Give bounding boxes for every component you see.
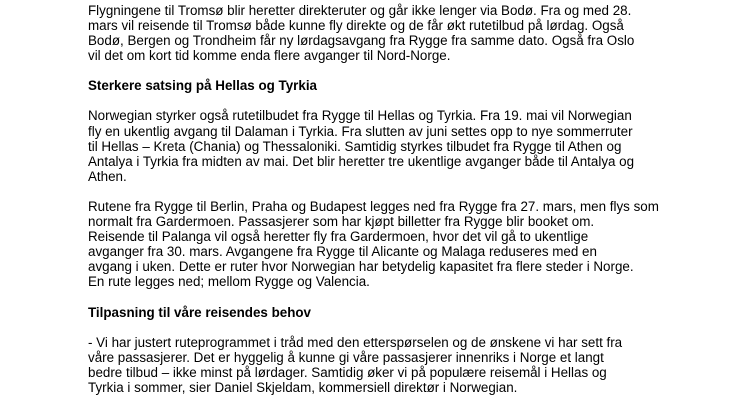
text-line: Flygningene til Tromsø blir heretter direkteruter og går ikke lenger via Bodø. Fra og med 28. [88,3,632,18]
text-line: avgang i uken. Dette er ruter hvor Norwegian har betydelig kapasitet fra flere steder i Norge. [88,259,634,275]
text-line: Reisende til Palanga vil også heretter fly fra Gardermoen, hvor det vil gå to ukentlige [88,229,589,245]
text-line: avganger fra 30. mars. Avgangene fra Rygge til Alicante og Malaga reduseres med en [88,244,597,260]
text-line: - Vi har justert ruteprogrammet i tråd med den etterspørselen og de ønskene vi har sett fra [88,334,623,350]
section-heading-hellas-tyrkia [88,78,728,93]
text-line: fly en ukentlig avgang til Dalaman i Tyrkia. Fra slutten av juni settes opp to nye sommerruter [88,123,633,139]
text-line: Bodø, Bergen og Trondheim får ny lørdagsavgang fra Rygge fra samme dato. Også fra Oslo [88,33,635,49]
text-line: våre passasjerer. Det er hyggelig å kunne gi våre passasjerer innenriks i Norge et langt [88,349,604,365]
paragraph-spacer [88,320,728,335]
paragraph-spacer [88,184,728,199]
paragraph-hellas-tyrkia [88,108,728,183]
text-line: Tyrkia i sommer, sier Daniel Skjeldam, kommersiell direktør i Norwegian. [88,379,518,395]
paragraph-rute-endringer [88,199,728,290]
heading-text: Tilpasning til våre reisendes behov [88,304,312,320]
paragraph-spacer [88,290,728,305]
heading-text: Sterkere satsing på Hellas og Tyrkia [88,78,317,94]
paragraph-spacer [88,63,728,78]
text-line: mars vil reisende til Tromsø både kunne fly direkte og de får økt rutetilbud på lørdag. Også [88,18,624,34]
text-line: Rutene fra Rygge til Berlin, Praha og Budapest legges ned fra Rygge fra 27. mars, men flys som [88,198,659,214]
paragraph-sitat [88,335,728,395]
text-line: Antalya i Tyrkia fra midten av mai. Det blir heretter tre ukentlige avganger både til Antalya og [88,153,635,169]
paragraph-tromso [88,3,728,63]
paragraph-spacer [88,93,728,108]
text-line: Athen. [88,168,127,184]
document-body [88,0,728,395]
text-line: bedre tilbud – ikke minst på lørdager. Samtidig øker vi på populære reisemål i Hellas og [88,364,607,380]
text-line: normalt fra Gardermoen. Passasjerer som har kjøpt billetter fra Rygge blir booket om. [88,214,595,230]
text-line: vil det om kort tid komme enda flere avganger til Nord-Norge. [88,48,451,64]
text-line: Norwegian styrker også rutetilbudet fra Rygge til Hellas og Tyrkia. Fra 19. mai vil Norwegian [88,108,632,124]
section-heading-tilpasning [88,305,728,320]
text-line: til Hellas – Kreta (Chania) og Thessaloniki. Samtidig styrkes tilbudet fra Rygge til Athen og [88,138,622,154]
text-line: En rute legges ned; mellom Rygge og Valencia. [88,274,370,290]
